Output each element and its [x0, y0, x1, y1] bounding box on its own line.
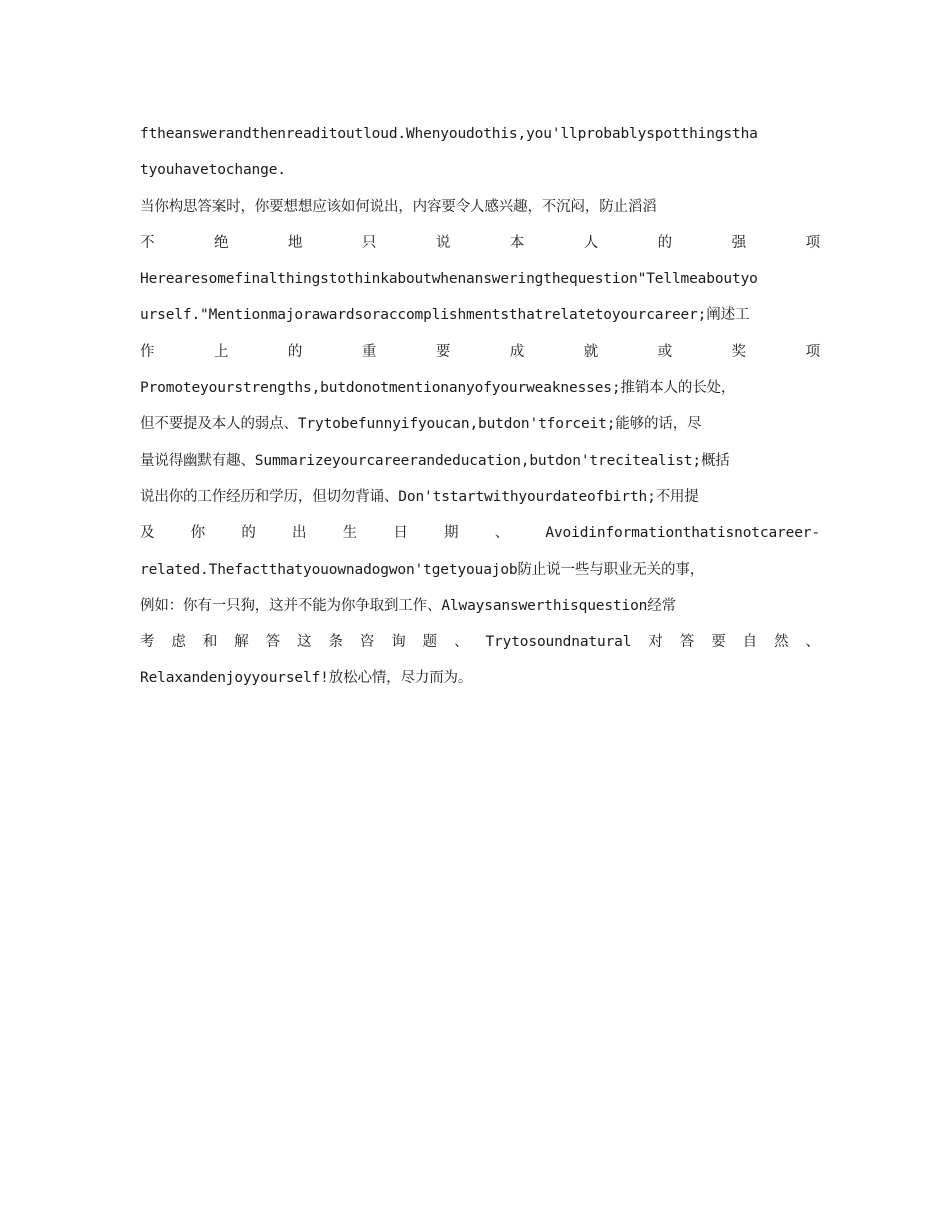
- text-token: 、: [805, 634, 820, 651]
- text-line: 但不要提及本人的弱点、Trytobefunnyifyoucan,butdon'tforceit;能够的话，尽: [140, 416, 702, 433]
- text-token: 然: [774, 634, 789, 651]
- text-token: 本: [509, 234, 525, 251]
- text-line: [140, 624, 820, 660]
- text-token: 题: [422, 634, 438, 651]
- text-token: 上: [213, 343, 229, 360]
- text-token: 答: [679, 634, 695, 651]
- body-text: [140, 116, 820, 697]
- text-token: 奖: [731, 343, 746, 360]
- text-token: 就: [583, 343, 599, 360]
- text-token: 的: [657, 234, 673, 251]
- text-token: 不: [140, 234, 155, 251]
- text-token: 及: [140, 525, 155, 542]
- text-line: 量说得幽默有趣、Summarizeyourcareerandeducation,butdon'trecitealist;概括: [140, 452, 730, 469]
- text-token: 生: [342, 525, 358, 542]
- text-token: 、: [494, 525, 510, 542]
- text-line: related.Thefactthatyouownadogwon'tgetyouajob防止说一些与职业无关的事，: [140, 561, 705, 578]
- text-token: 对: [648, 634, 663, 651]
- text-line: tyouhavetochange.: [140, 162, 286, 179]
- text-line: 例如：你有一只狗，这并不能为你争取到工作、Alwaysanswerthisquestion经常: [140, 597, 676, 614]
- text-token: 虑: [171, 634, 186, 651]
- text-token: 出: [292, 525, 307, 542]
- text-token: 说: [435, 234, 451, 251]
- text-line: urself."Mentionmajorawardsoraccomplishmentsthatrelatetoyourcareer;阐述工: [140, 307, 750, 324]
- text-token: 条: [328, 634, 343, 651]
- text-token: 要: [435, 343, 451, 360]
- text-token: 询: [391, 634, 406, 651]
- text-token: 人: [583, 234, 599, 251]
- text-token: 期: [444, 525, 459, 542]
- text-line: Relaxandenjoyyourself!放松心情，尽力而为。: [140, 670, 473, 687]
- text-token: 、: [454, 634, 469, 651]
- text-line: [140, 515, 820, 551]
- text-token: 解: [234, 634, 249, 651]
- text-token: 成: [509, 343, 525, 360]
- text-token: 和: [202, 634, 218, 651]
- text-line: [140, 334, 820, 370]
- text-token: 项: [805, 234, 820, 251]
- text-token: 的: [287, 343, 303, 360]
- text-token: Trytosoundnatural: [485, 634, 632, 651]
- text-token: 只: [361, 234, 377, 251]
- text-token: 项: [805, 343, 820, 360]
- text-token: 答: [265, 634, 280, 651]
- text-token: 的: [241, 525, 256, 542]
- text-token: 地: [287, 234, 303, 251]
- text-token: 你: [190, 525, 206, 542]
- text-token: 强: [731, 234, 746, 251]
- text-token: 日: [393, 525, 408, 542]
- text-token: Avoidinformationthatisnotcareer-: [545, 525, 820, 542]
- text-line: [140, 225, 820, 261]
- text-token: 绝: [213, 234, 229, 251]
- text-line: 说出你的工作经历和学历，但切勿背诵、Don'tstartwithyourdateofbirth;不用提: [140, 488, 699, 505]
- text-token: 这: [297, 634, 312, 651]
- text-token: 作: [140, 343, 155, 360]
- text-token: 咨: [359, 634, 375, 651]
- text-token: 要: [711, 634, 726, 651]
- text-line: ftheanswerandthenreaditoutloud.Whenyoudothis,you'llprobablyspotthingstha: [140, 126, 758, 142]
- text-token: 或: [657, 343, 673, 360]
- text-token: 自: [742, 634, 757, 651]
- text-line: 当你构思答案时，你要想想应该如何说出，内容要令人感兴趣，不沉闷，防止滔滔: [140, 198, 657, 215]
- text-line: Herearesomefinalthingstothinkaboutwhenansweringthequestion"Tellmeaboutyo: [140, 271, 758, 288]
- text-line: Promoteyourstrengths,butdonotmentionanyofyourweaknesses;推销本人的长处，: [140, 380, 736, 397]
- text-token: 重: [361, 343, 377, 360]
- text-token: 考: [140, 634, 155, 651]
